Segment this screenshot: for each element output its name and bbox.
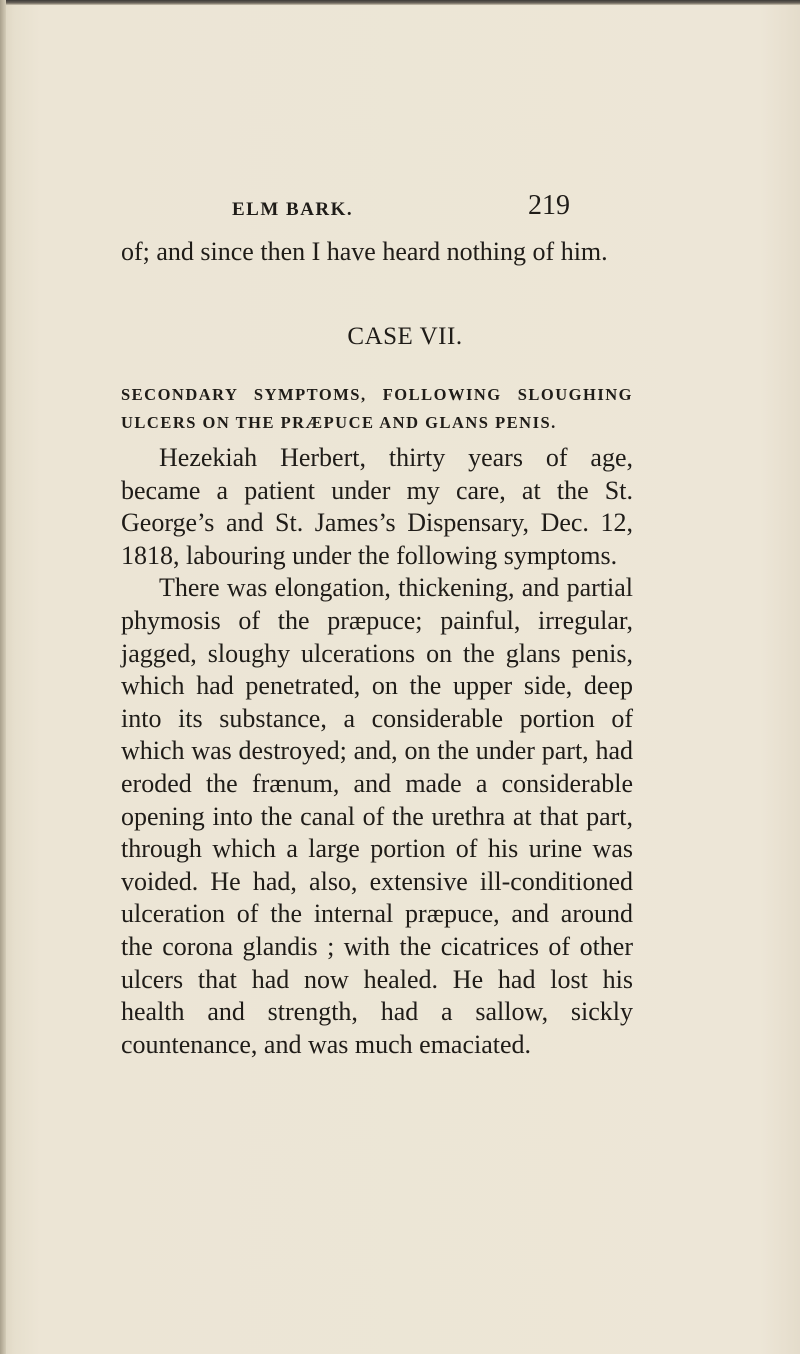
case-body [121,442,633,1061]
continuation-paragraph: of; and since then I have heard nothing of him. [121,237,608,266]
case-subtitle: SECONDARY SYMPTOMS, FOLLOWING SLOUGHING ULCERS ON THE PRÆPUCE AND GLANS PENIS. [121,385,633,432]
case-title: CASE VII. [347,323,463,350]
running-title: ELM BARK. [232,199,354,220]
page-gutter-edge [0,0,6,1354]
page-number: 219 [528,190,570,221]
page-top-edge [0,0,800,5]
continuation-text [121,236,633,269]
paragraph-patient-intro: Hezekiah Herbert, thirty years of age, became a patient under my care, at the St. George’s and St. James’s Dispensary, Dec. 12, 1818, labouring under the following symptoms. [121,443,633,570]
paragraph-symptoms: There was elongation, thickening, and partial phymosis of the præpuce; painful, irregular, jagged, sloughy ulcerations on the glans penis, which had penetrated, on the upper side, deep into its substance, a considerable portion of which was destroyed; and, on the under part, had eroded the frænum, and made a considerable opening into the canal of the urethra at that part, through which a large portion of his urine was voided. He had, also, extensive ill-conditioned ulceration of the internal præpuce, and around the corona glandis ; with the cicatrices of other ulcers that had now healed. He had lost his health and strength, had a sallow, sickly countenance, and was much emaciated. [121,573,633,1059]
